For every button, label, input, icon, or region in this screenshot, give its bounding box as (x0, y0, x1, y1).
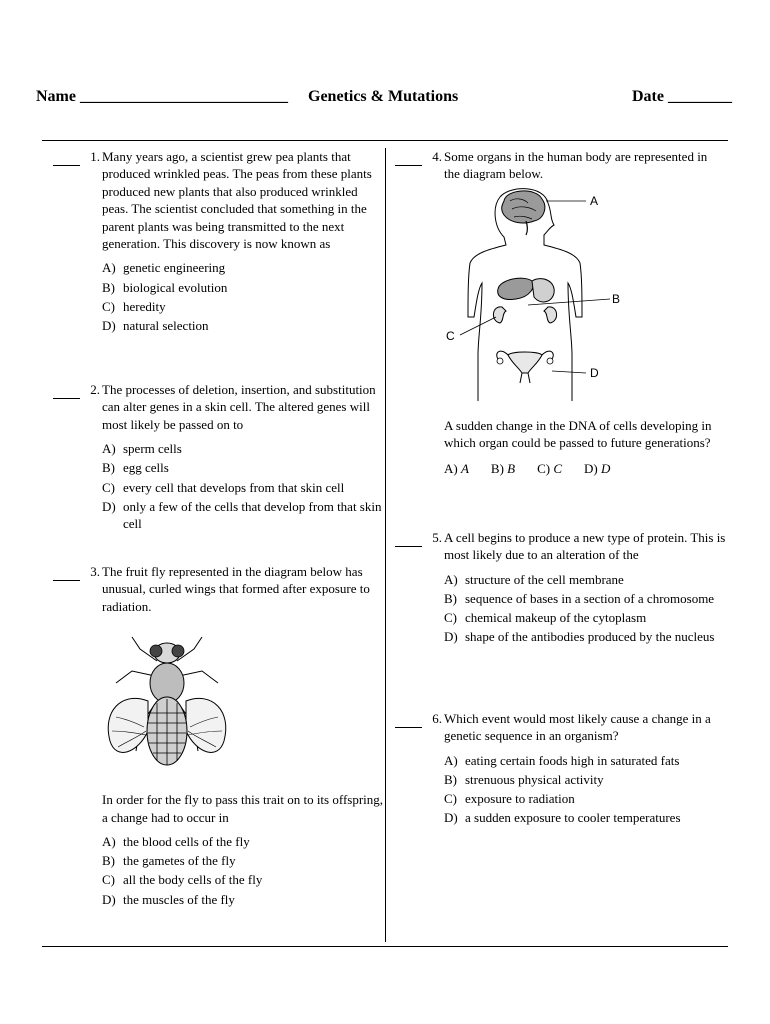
diagram-label-d: D (590, 365, 599, 380)
option-b[interactable]: B) strenuous physical activity (444, 772, 604, 788)
bottom-rule (42, 946, 728, 947)
option-a[interactable]: A) A (444, 460, 469, 476)
diagram-label-a: A (590, 193, 599, 208)
option-c[interactable]: C) all the body cells of the fly (102, 872, 263, 888)
answer-blank-3[interactable] (53, 580, 80, 581)
question-stem: Some organs in the human body are represented in the diagram below. (444, 149, 708, 182)
option-b[interactable]: B) egg cells (102, 460, 169, 476)
options-list (102, 440, 384, 532)
question-stem: The fruit fly represented in the diagram below has unusual, curled wings that formed after exposure to radiation. (102, 564, 370, 614)
fruit-fly-diagram (102, 631, 232, 781)
column-divider (385, 148, 386, 942)
option-c[interactable]: C) C (537, 460, 563, 476)
option-d[interactable]: D) natural selection (102, 318, 209, 334)
diagram-label-b: B (612, 291, 621, 306)
answer-blank-1[interactable] (53, 165, 80, 166)
human-organs-diagram (440, 187, 640, 405)
question-number: 1. (90, 149, 100, 164)
option-a[interactable]: A) genetic engineering (102, 260, 226, 276)
question-number: 6. (432, 711, 442, 726)
question-3 (84, 563, 384, 910)
question-stem: The processes of deletion, insertion, and substitution can alter genes in a skin cell. The altered genes will most likely be passed on to (102, 382, 376, 432)
option-c[interactable]: C) exposure to radiation (444, 791, 575, 807)
option-a[interactable]: A) eating certain foods high in saturated fats (444, 752, 680, 768)
answer-blank-2[interactable] (53, 398, 80, 399)
option-b[interactable]: B) sequence of bases in a section of a chromosome (444, 591, 715, 607)
question-stem: A cell begins to produce a new type of protein. This is most likely due to an alteration of the (444, 530, 726, 563)
date-field (632, 88, 732, 106)
option-b[interactable]: B) B (490, 460, 516, 476)
option-d[interactable]: D) a sudden exposure to cooler temperatures (444, 810, 681, 826)
question-number: 3. (90, 564, 100, 579)
option-b[interactable]: B) the gametes of the fly (102, 853, 236, 869)
question-1 (84, 148, 384, 336)
options-list (102, 833, 384, 908)
option-b[interactable]: B) biological evolution (102, 279, 228, 295)
organ-c-kidneys (493, 307, 556, 323)
answer-blank-5[interactable] (395, 546, 422, 547)
name-blank[interactable]: __________________________ (79, 88, 288, 105)
question-2 (84, 381, 384, 534)
options-list (444, 571, 726, 646)
organ-a-brain (502, 191, 545, 235)
question-6 (426, 710, 726, 829)
question-number: 5. (432, 530, 442, 545)
organ-d-reproductive (497, 351, 554, 383)
option-a[interactable]: A) structure of the cell membrane (444, 571, 624, 587)
answer-blank-4[interactable] (395, 165, 422, 166)
question-number: 4. (432, 149, 442, 164)
question-5 (426, 529, 726, 648)
question-followup: In order for the fly to pass this trait on to its offspring, a change had to occur in (102, 792, 384, 825)
option-a[interactable]: A) the blood cells of the fly (102, 834, 250, 850)
option-a[interactable]: A) sperm cells (102, 441, 182, 457)
question-4 (426, 148, 726, 477)
option-d[interactable]: D) D (584, 460, 611, 476)
option-d[interactable]: D) shape of the antibodies produced by the nucleus (444, 629, 715, 645)
fly-body (147, 643, 187, 765)
option-d[interactable]: D) the muscles of the fly (102, 891, 235, 907)
option-d[interactable]: D) only a few of the cells that develop from that skin cell (102, 498, 382, 532)
answer-blank-6[interactable] (395, 727, 422, 728)
option-c[interactable]: C) every cell that develops from that skin cell (102, 479, 345, 495)
question-followup: A sudden change in the DNA of cells developing in which organ could be passed to future generations? (444, 417, 712, 451)
options-list (444, 460, 726, 477)
organ-b-liver-stomach (498, 278, 554, 302)
option-c[interactable]: C) heredity (102, 298, 166, 314)
options-list (444, 752, 726, 827)
diagram-label-c: C (446, 328, 455, 343)
page-title: Genetics & Mutations (308, 88, 459, 105)
top-rule (42, 140, 728, 141)
option-c[interactable]: C) chemical makeup of the cytoplasm (444, 610, 647, 626)
date-label: Date (632, 88, 664, 105)
name-label: Name (36, 88, 76, 105)
question-stem: Which event would most likely cause a change in a genetic sequence in an organism? (444, 711, 711, 744)
question-stem: Many years ago, a scientist grew pea plants that produced wrinkled peas. The peas from these plants produced new plants that also produced wrinkled peas. The scientist concluded that something in the parent plants was being transmitted to the next generation. This discovery is now known as (102, 149, 372, 252)
question-number: 2. (90, 382, 100, 397)
date-blank[interactable]: ________ (667, 88, 732, 105)
options-list (102, 259, 384, 334)
name-field (36, 88, 288, 106)
